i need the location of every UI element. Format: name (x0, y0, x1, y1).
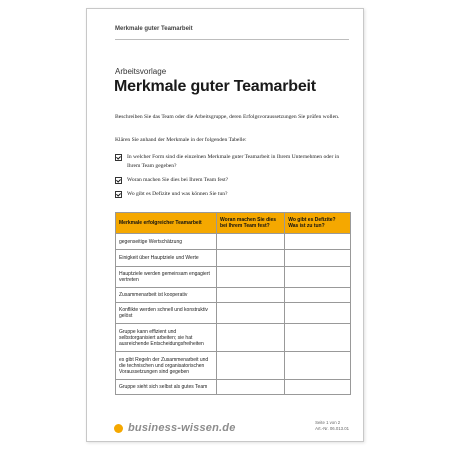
evidence-input-cell[interactable] (217, 324, 285, 352)
question-item (115, 176, 343, 185)
checkbox-checked-icon (115, 154, 122, 161)
header-divider (115, 39, 349, 40)
criterion-cell: Zusammenarbeit ist kooperativ (116, 288, 217, 303)
table-row (116, 303, 351, 324)
evidence-input-cell[interactable] (217, 234, 285, 250)
evidence-input-cell[interactable] (217, 250, 285, 267)
table-row (116, 250, 351, 267)
article-number: Art.-Nr. 06.013.01 (315, 426, 349, 431)
table-header-row (116, 213, 351, 234)
action-input-cell[interactable] (285, 380, 351, 395)
checkbox-checked-icon (115, 191, 122, 198)
criterion-cell: es gibt Regeln der Zusammenarbeit und die technischen und organisatorischen Voraussetzungen sind gegeben (116, 352, 217, 380)
criterion-cell: Hauptziele werden gemeinsam engagiert vertreten (116, 267, 217, 288)
column-header-criteria: Merkmale erfolgreicher Teamarbeit (116, 213, 217, 234)
criterion-cell: Einigkeit über Hauptziele und Werte (116, 250, 217, 267)
document-title: Merkmale guter Teamarbeit (114, 78, 316, 95)
evidence-input-cell[interactable] (217, 288, 285, 303)
criterion-cell: Konflikte werden schnell und konstruktiv gelöst (116, 303, 217, 324)
document-eyebrow: Arbeitsvorlage (115, 67, 167, 76)
column-header-evidence: Woran machen Sie dies bei Ihrem Team fest? (217, 213, 285, 234)
table-row (116, 288, 351, 303)
criteria-table (115, 212, 351, 395)
action-input-cell[interactable] (285, 324, 351, 352)
evidence-input-cell[interactable] (217, 267, 285, 288)
action-input-cell[interactable] (285, 303, 351, 324)
table-row (116, 267, 351, 288)
document-page (86, 8, 364, 442)
criterion-cell: gegenseitige Wertschätzung (116, 234, 217, 250)
evidence-input-cell[interactable] (217, 303, 285, 324)
intro-paragraph: Beschreiben Sie das Team oder die Arbeitsgruppe, deren Erfolgsvoraussetzungen Sie prüfen wollen. (115, 114, 340, 120)
checkbox-checked-icon (115, 177, 122, 184)
criterion-cell: Gruppe sieht sich selbst als gutes Team (116, 380, 217, 395)
instruction-paragraph: Klären Sie anhand der Merkmale in der folgenden Tabelle: (115, 137, 247, 143)
table-row (116, 380, 351, 395)
question-text: In welcher Form sind die einzelnen Merkmale guter Teamarbeit in Ihrem Unternehmen oder in Ihrem Team gegeben? (127, 154, 340, 169)
footer-meta (315, 420, 349, 432)
page-number: Seite 1 von 2 (315, 420, 341, 425)
table-row (116, 352, 351, 380)
question-text: Woran machen Sie dies bei Ihrem Team fest? (127, 177, 229, 183)
table-row (116, 324, 351, 352)
question-item (115, 190, 343, 199)
brand-logo: business-wissen.de (128, 422, 236, 434)
question-text: Wo gibt es Defizite und was können Sie tun? (127, 191, 228, 197)
action-input-cell[interactable] (285, 234, 351, 250)
table-row (116, 234, 351, 250)
question-list (115, 153, 343, 204)
criterion-cell: Gruppe kann effizient und selbstorganisiert arbeiten; sie hat ausreichende Entscheidungsfreiheiten (116, 324, 217, 352)
evidence-input-cell[interactable] (217, 380, 285, 395)
question-item (115, 153, 343, 171)
column-header-deficits: Wo gibt es Defizite? Was ist zu tun? (285, 213, 351, 234)
brand-dot-icon (114, 424, 123, 433)
action-input-cell[interactable] (285, 250, 351, 267)
running-header: Merkmale guter Teamarbeit (115, 26, 193, 32)
action-input-cell[interactable] (285, 352, 351, 380)
action-input-cell[interactable] (285, 267, 351, 288)
action-input-cell[interactable] (285, 288, 351, 303)
evidence-input-cell[interactable] (217, 352, 285, 380)
